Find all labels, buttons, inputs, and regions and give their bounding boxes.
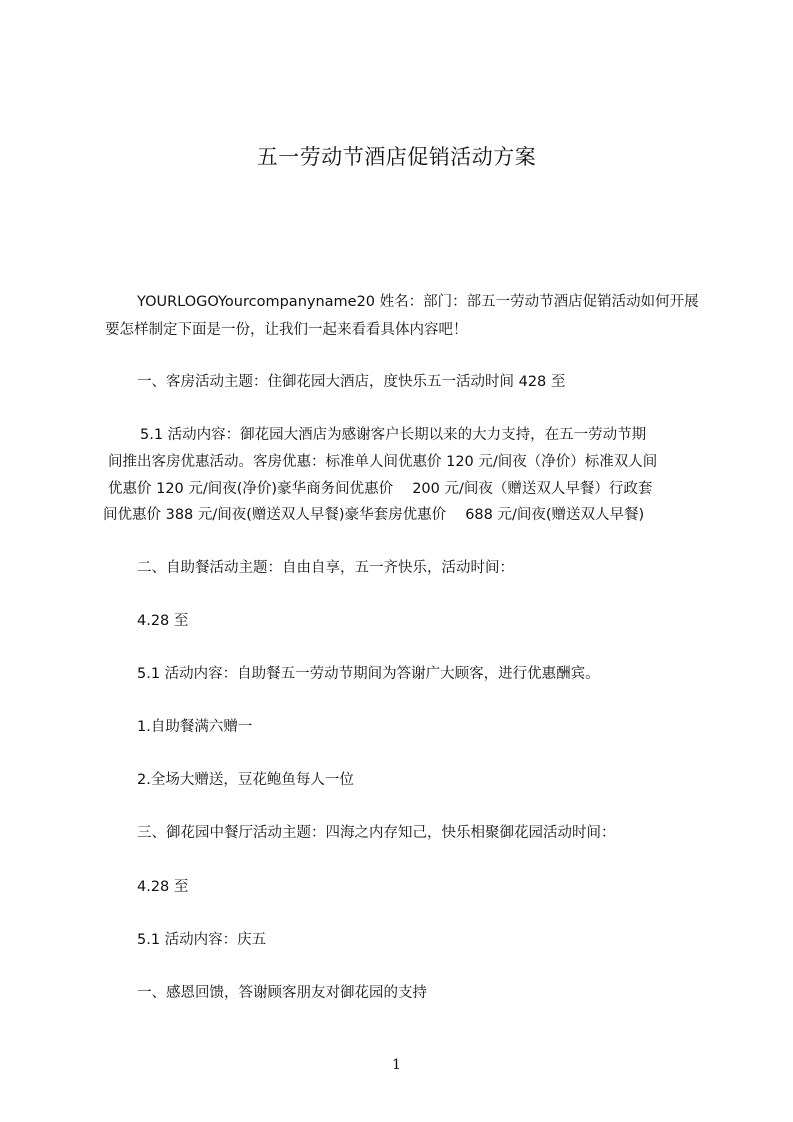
section1-heading: 一、客房活动主题：住御花园大酒店，度快乐五一活动时间 428 至: [137, 374, 566, 390]
document-title: 五一劳动节酒店促销活动方案: [256, 145, 537, 169]
intro-line-2: 要怎样制定下面是一份，让我们一起来看看具体内容吧！: [105, 322, 468, 338]
section3-sub-item-1: 一、感恩回馈，答谢顾客朋友对御花园的支持: [137, 985, 427, 1001]
section3-date: 4.28 至: [137, 879, 189, 895]
section2-heading: 二、自助餐活动主题：自由自享，五一齐快乐，活动时间：: [137, 560, 514, 576]
section1-content-line-4: 间优惠价 388 元/间夜(赠送双人早餐)豪华套房优惠价 688 元/间夜(赠送双人早餐): [103, 507, 645, 523]
section3-heading: 三、御花园中餐厅活动主题：四海之内存知己，快乐相聚御花园活动时间：: [137, 825, 616, 841]
intro-line-1: YOURLOGOYourcompanyname20 姓名：部门：部五一劳动节酒店促销活动如何开展: [137, 294, 699, 310]
section1-content-line-1: 5.1 活动内容：御花园大酒店为感谢客户长期以来的大力支持，在五一劳动节期: [140, 427, 647, 443]
section1-content-line-3: 优惠价 120 元/间夜(净价)豪华商务间优惠价 200 元/间夜（赠送双人早餐）行政套: [108, 481, 653, 497]
section1-content-line-2: 间推出客房优惠活动。客房优惠：标准单人间优惠价 120 元/间夜（净价）标准双人间: [108, 454, 658, 470]
page-number: 1: [392, 1057, 401, 1073]
section3-content: 5.1 活动内容：庆五: [137, 932, 267, 948]
section2-content: 5.1 活动内容：自助餐五一劳动节期间为答谢广大顾客，进行优惠酬宾。: [137, 666, 600, 682]
section2-item-1: 1.自助餐满六赠一: [137, 719, 253, 735]
section2-item-2: 2.全场大赠送，豆花鲍鱼每人一位: [137, 772, 354, 788]
section2-date: 4.28 至: [137, 613, 189, 629]
